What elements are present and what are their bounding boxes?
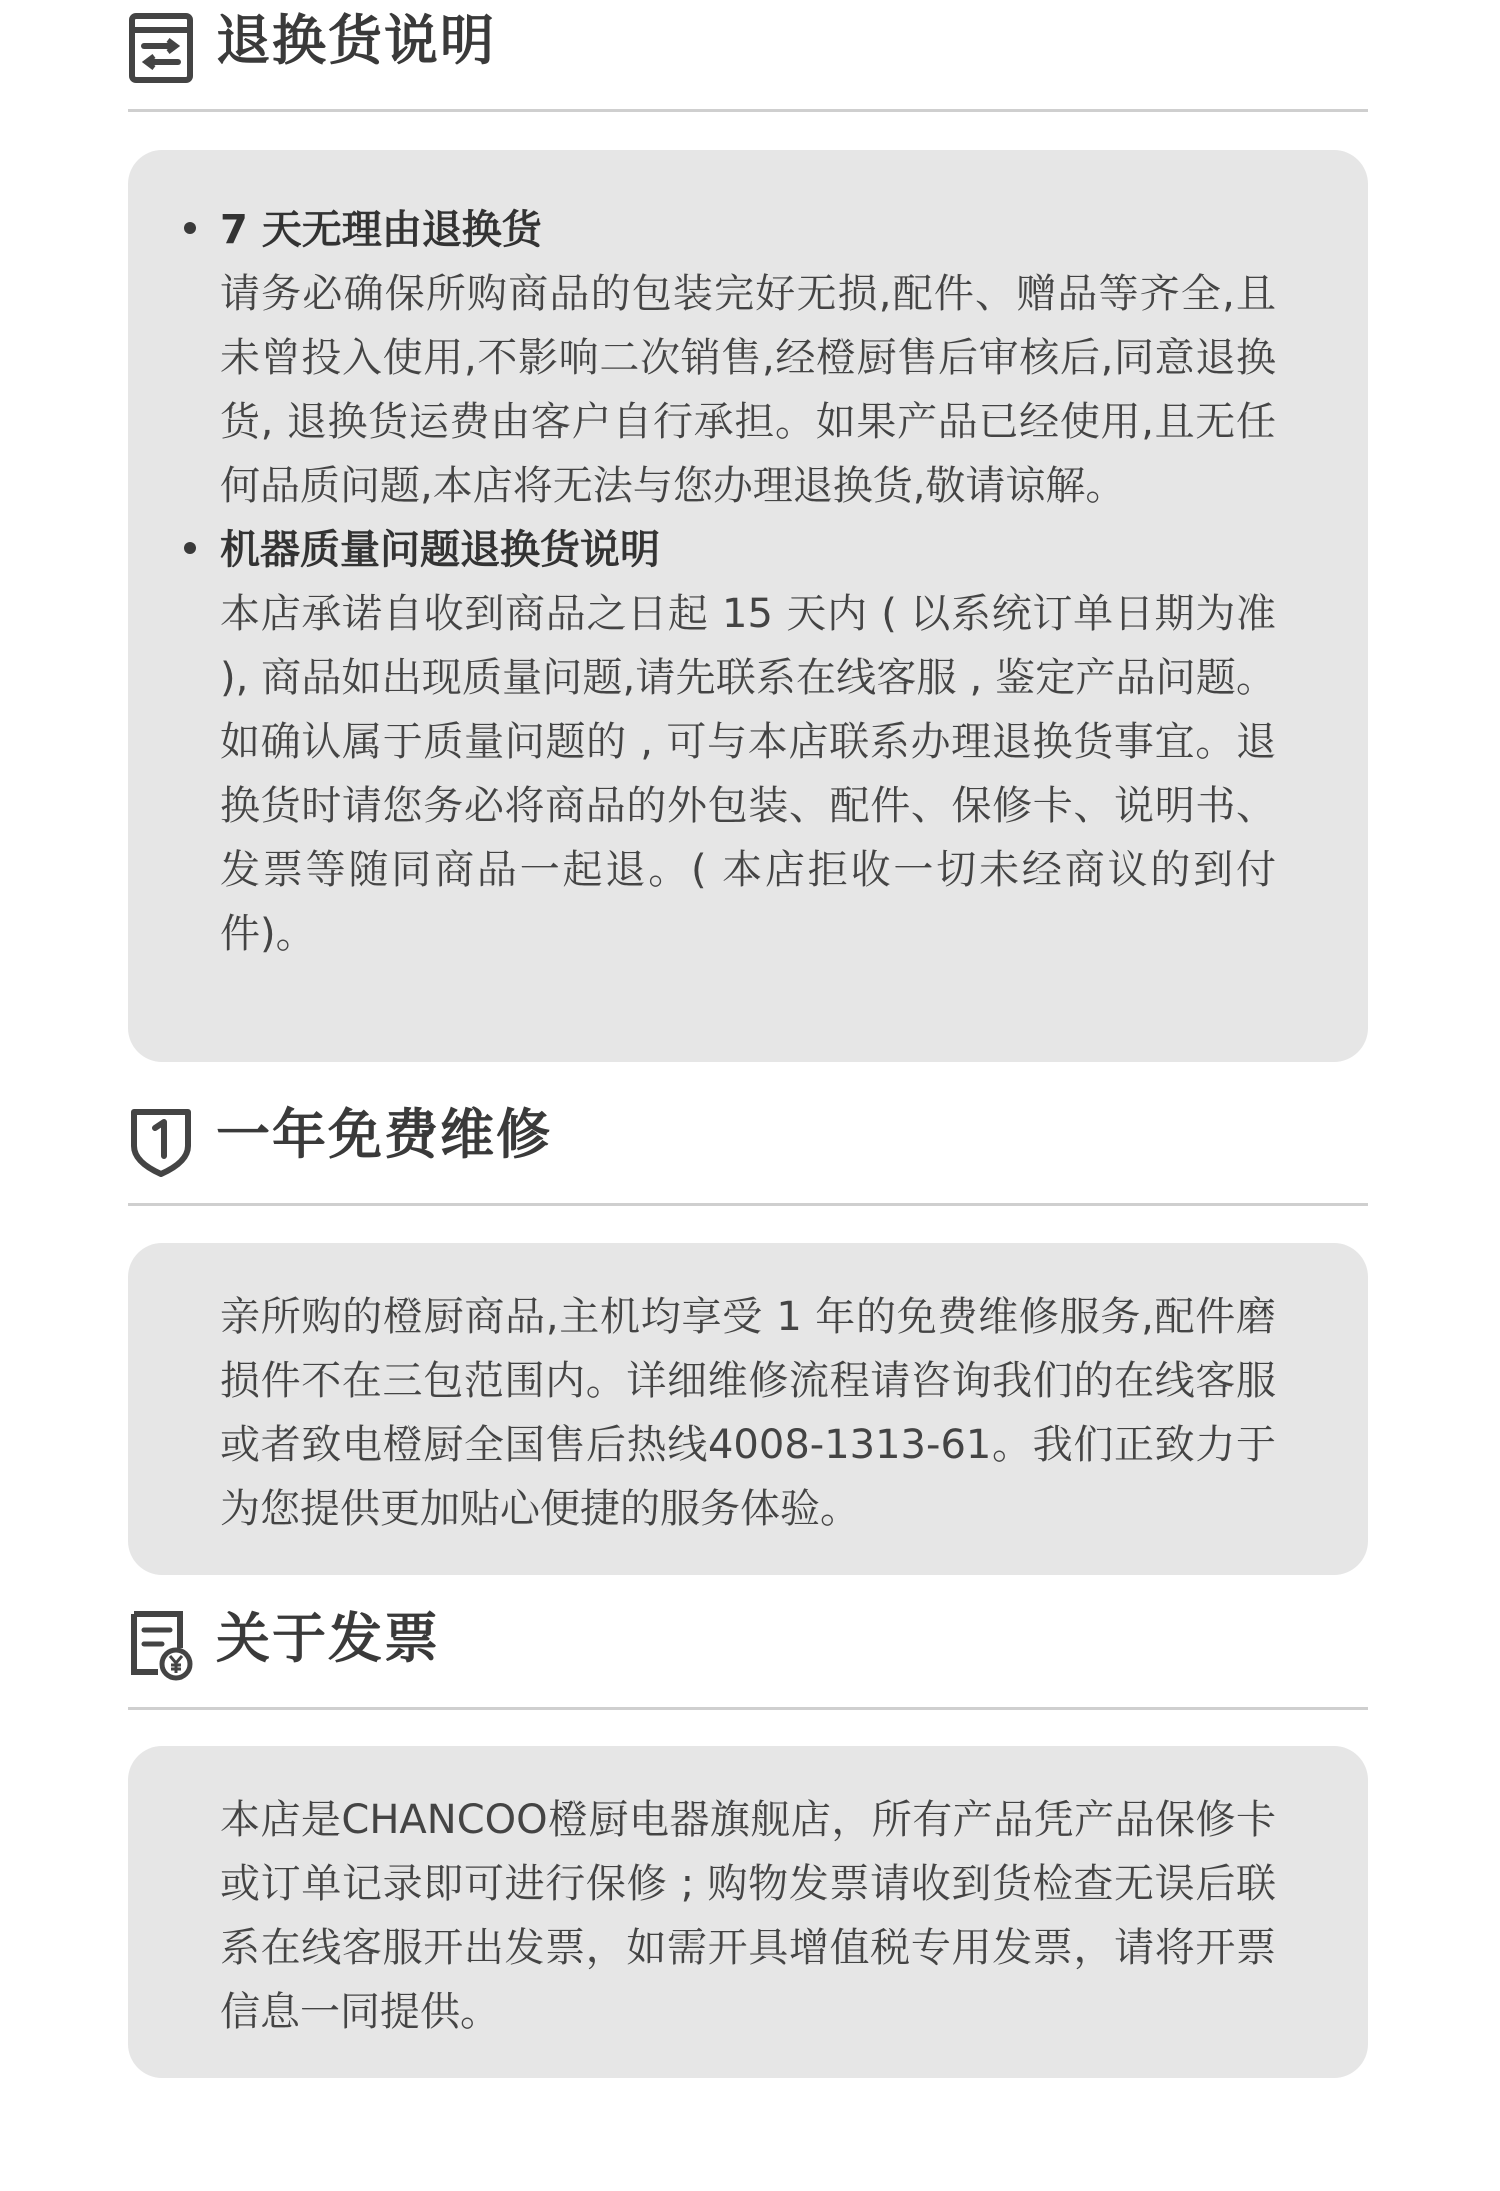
bullet-text: 请务必确保所购商品的包装完好无损,配件、赠品等齐全,且未曾投入使用,不影响二次销售,经橙厨售后审核后,同意退换货, 退换货运费由客户自行承担。如果产品已经使用,且无任何品质问题,本店将无法与您办理退换货,敬请谅解。 (220, 271, 1276, 509)
returns-section (128, 0, 1368, 112)
bullet-dot (184, 222, 196, 234)
bullet-title: 7 天无理由退换货 (220, 207, 542, 253)
invoice-text: 本店是CHANCOO橙厨电器旗舰店，所有产品凭产品保修卡或订单记录即可进行保修 ; 购物发票请收到货检查无误后联系在线客服开出发票，如需开具增值税专用发票，请将开票信息一同提供。 (220, 1797, 1276, 2035)
invoice-title: 关于发票 (216, 1607, 440, 1670)
receipt-yuan-icon (128, 1610, 194, 1682)
list-item (220, 198, 1276, 518)
warranty-title: 一年免费维修 (216, 1103, 552, 1166)
returns-title: 退换货说明 (216, 9, 496, 72)
bullet-title: 机器质量问题退换货说明 (220, 527, 660, 573)
bullet-dot (184, 542, 196, 554)
bullet-text: 本店承诺自收到商品之日起 15 天内 ( 以系统订单日期为准 ), 商品如出现质量问题,请先联系在线客服 , 鉴定产品问题。如确认属于质量问题的 , 可与本店联系办理退换货事宜。退换货时请您务必将商品的外包装、配件、保修卡、说明书、 发票等随同商品一起退。( 本店拒收一切未经商议的到付件)。 (220, 591, 1276, 957)
warranty-header (128, 1094, 1368, 1206)
list-item (220, 518, 1276, 966)
warranty-card (128, 1243, 1368, 1575)
returns-card (128, 150, 1368, 1062)
invoice-card (128, 1746, 1368, 2078)
shield-one-icon (128, 1106, 194, 1178)
returns-header (128, 0, 1368, 112)
invoice-header (128, 1598, 1368, 1710)
warranty-text: 亲所购的橙厨商品,主机均享受 1 年的免费维修服务,配件磨损件不在三包范围内。详细维修流程请咨询我们的在线客服或者致电橙厨全国售后热线4008-1313-61。我们正致力于为您提供更加贴心便捷的服务体验。 (220, 1294, 1276, 1532)
document-list-icon (128, 12, 194, 84)
warranty-section (128, 1094, 1368, 1206)
invoice-section (128, 1598, 1368, 1710)
